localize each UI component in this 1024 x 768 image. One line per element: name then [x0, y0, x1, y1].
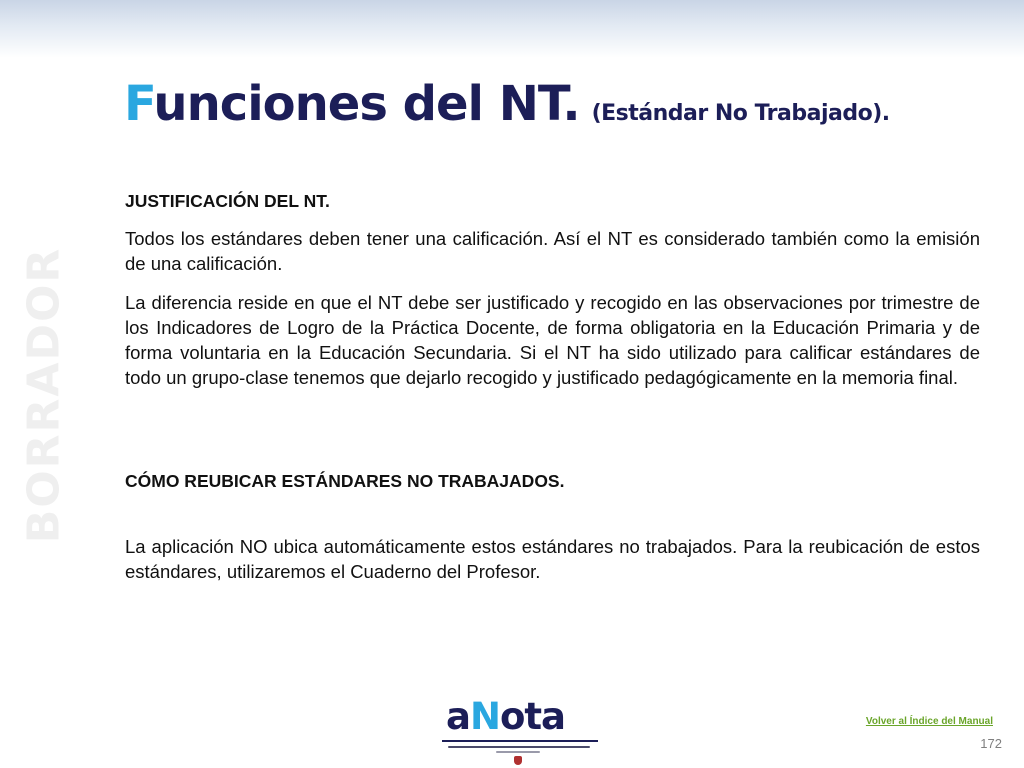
logo-underline [442, 740, 598, 742]
back-to-index-link[interactable]: Volver al Índice del Manual [865, 716, 993, 727]
title-main: unciones del NT. [153, 76, 580, 132]
paragraph-justification: Todos los estándares deben tener una calificación. Así el NT es considerado también como la emisión de una calificación. [125, 228, 980, 274]
anota-logo-wordmark: aNota [446, 695, 566, 738]
section-heading-relocate: CÓMO REUBICAR ESTÁNDARES NO TRABAJADOS. [125, 471, 565, 491]
page-number: 172 [980, 736, 1002, 751]
region-seal-icon [514, 756, 522, 765]
anota-logo [440, 695, 600, 766]
logo-caption-line [496, 751, 540, 753]
paragraph-relocate: La aplicación NO ubica automáticamente estos estándares no trabajados. Para la reubicación de estos estándares, utilizaremos el Cuaderno del Profesor. [125, 536, 980, 582]
section-heading-justification: JUSTIFICACIÓN DEL NT. [125, 191, 330, 211]
title-first-letter: F [124, 76, 154, 132]
paragraph-difference: La diferencia reside en que el NT debe ser justificado y recogido en las observaciones por trimestre de los Indicadores de Logro de la Práctica Docente, de forma obligatoria en la Educación Primaria y de forma voluntaria en la Educación Secundaria. Si el NT ha sido utilizado para calificar estándares de todo un grupo-clase tenemos que dejarlo recogido y justificado pedagógicamente en la memoria final. [125, 292, 980, 388]
logo-caption-line [448, 746, 590, 748]
slide-title [124, 76, 890, 132]
header-gradient-band [0, 0, 1024, 58]
draft-watermark: BORRADOR [18, 246, 70, 544]
title-subtitle: (Estándar No Trabajado). [591, 101, 890, 126]
